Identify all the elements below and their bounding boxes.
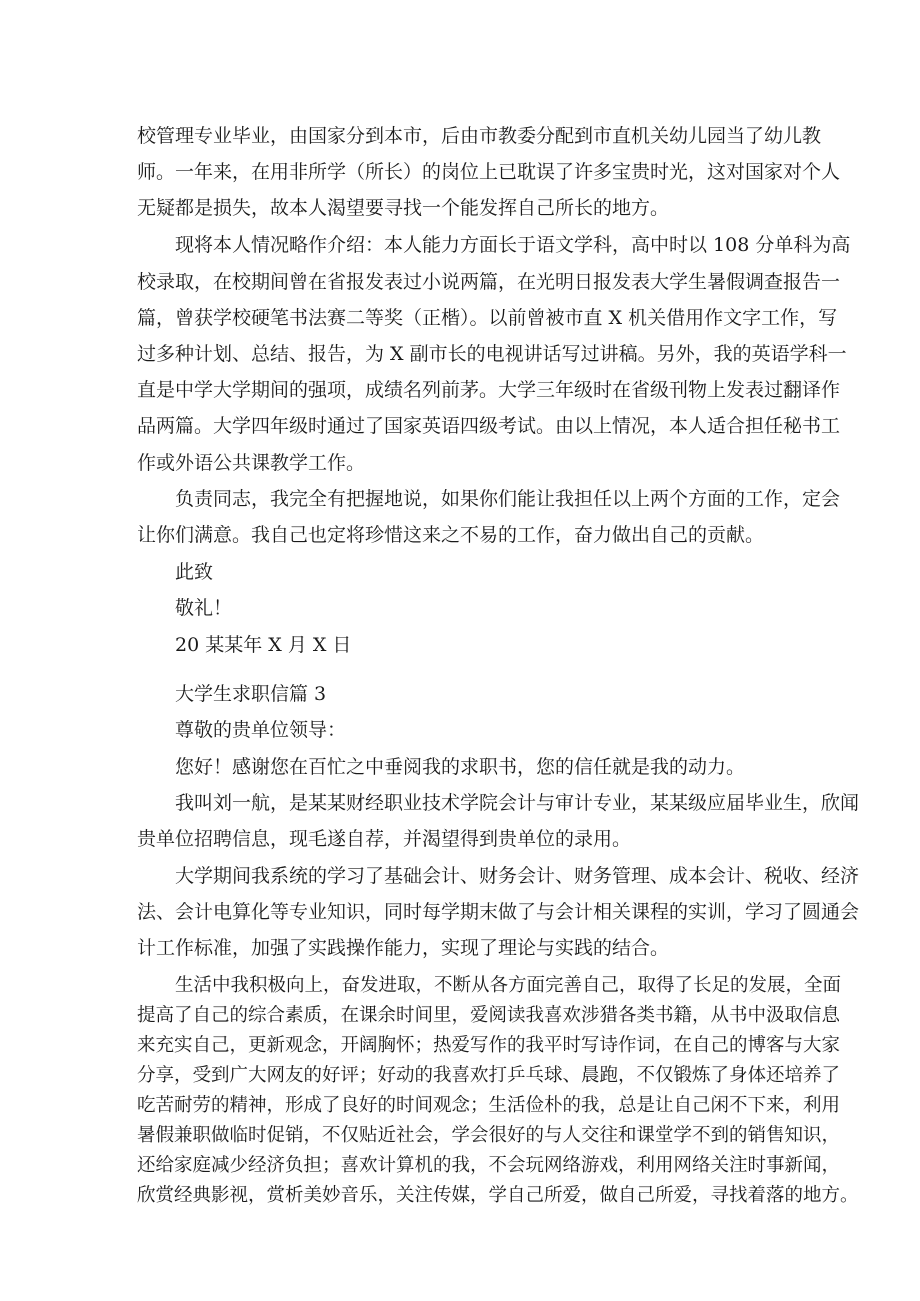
text-line: 欣赏经典影视，赏析美妙音乐，关注传媒，学自己所爱，做自己所爱，寻找着落的地方。 [137,1185,859,1206]
text-line: 过多种计划、总结、报告，为 X 副市长的电视讲话写过讲稿。另外，我的英语学科一 [137,343,847,365]
text-line: 计工作标准，加强了实践操作能力，实现了理论与实践的结合。 [137,937,670,959]
text-line: 来充实自己，更新观念，开阔胸怀；热爱写作的我平时写诗作词，在自己的博客与大家 [137,1035,841,1056]
text-line: 负责同志，我完全有把握地说，如果你们能让我担任以上两个方面的工作，定会 [175,488,841,510]
text-line: 作或外语公共课教学工作。 [137,452,366,474]
text-line: 师。一年来，在用非所学（所长）的岗位上已耽误了许多宝贵时光，这对国家对个人 [137,161,841,183]
text-line: 无疑都是损失，故本人渴望要寻找一个能发挥自己所长的地方。 [137,197,670,219]
salutation: 尊敬的贵单位领导： [175,719,347,741]
text-line: 直是中学大学期间的强项，成绩名列前茅。大学三年级时在省级刊物上发表过翻译作 [137,379,841,401]
text-line: 品两篇。大学四年级时通过了国家英语四级考试。由以上情况，本人适合担任秘书工 [137,415,841,437]
section-title: 大学生求职信篇 3 [175,683,327,705]
closing-regards: 此致 [175,561,214,583]
text-line: 还给家庭减少经济负担；喜欢计算机的我，不会玩网络游戏，利用网络关注时事新闻， [137,1155,841,1176]
text-line: 大学期间我系统的学习了基础会计、财务会计、财务管理、成本会计、税收、经济 [175,865,860,887]
letter-date: 20 某某年 X 月 X 日 [175,634,352,656]
text-line: 法、会计电算化等专业知识，同时每学期末做了与会计相关课程的实训，学习了圆通会 [137,901,860,923]
greeting: 您好！感谢您在百忙之中垂阅我的求职书，您的信任就是我的动力。 [175,756,746,778]
text-line: 生活中我积极向上，奋发进取，不断从各方面完善自己，取得了长足的发展，全面 [175,975,842,996]
text-line: 校管理专业毕业，由国家分到本市，后由市教委分配到市直机关幼儿园当了幼儿教 [137,125,822,147]
text-line: 篇，曾获学校硬笔书法赛二等奖（正楷）。以前曾被市直 X 机关借用作文字工作，写 [137,307,838,329]
text-line: 贵单位招聘信息，现毛遂自荐，并渴望得到贵单位的录用。 [137,828,632,850]
text-line: 让你们满意。我自己也定将珍惜这来之不易的工作，奋力做出自己的贡献。 [137,524,765,546]
text-line: 校录取，在校期间曾在省报发表过小说两篇，在光明日报发表大学生暑假调查报告一 [137,271,841,293]
text-line: 我叫刘一航，是某某财经职业技术学院会计与审计专业，某某级应届毕业生，欣闻 [175,792,860,814]
text-line: 现将本人情况略作介绍：本人能力方面长于语文学科，高中时以 108 分单科为高 [175,234,851,256]
text-line: 提高了自己的综合素质，在课余时间里，爱阅读我喜欢涉猎各类书籍，从书中汲取信息 [137,1005,841,1026]
text-line: 分享，受到广大网友的好评；好动的我喜欢打乒乓球、晨跑，不仅锻炼了身体还培养了 [137,1065,841,1086]
closing-salute: 敬礼！ [175,597,233,619]
text-line: 吃苦耐劳的精神，形成了良好的时间观念；生活俭朴的我，总是让自己闲不下来，利用 [137,1095,841,1116]
text-line: 暑假兼职做临时促销，不仅贴近社会，学会很好的与人交往和课堂学不到的销售知识， [137,1125,841,1146]
